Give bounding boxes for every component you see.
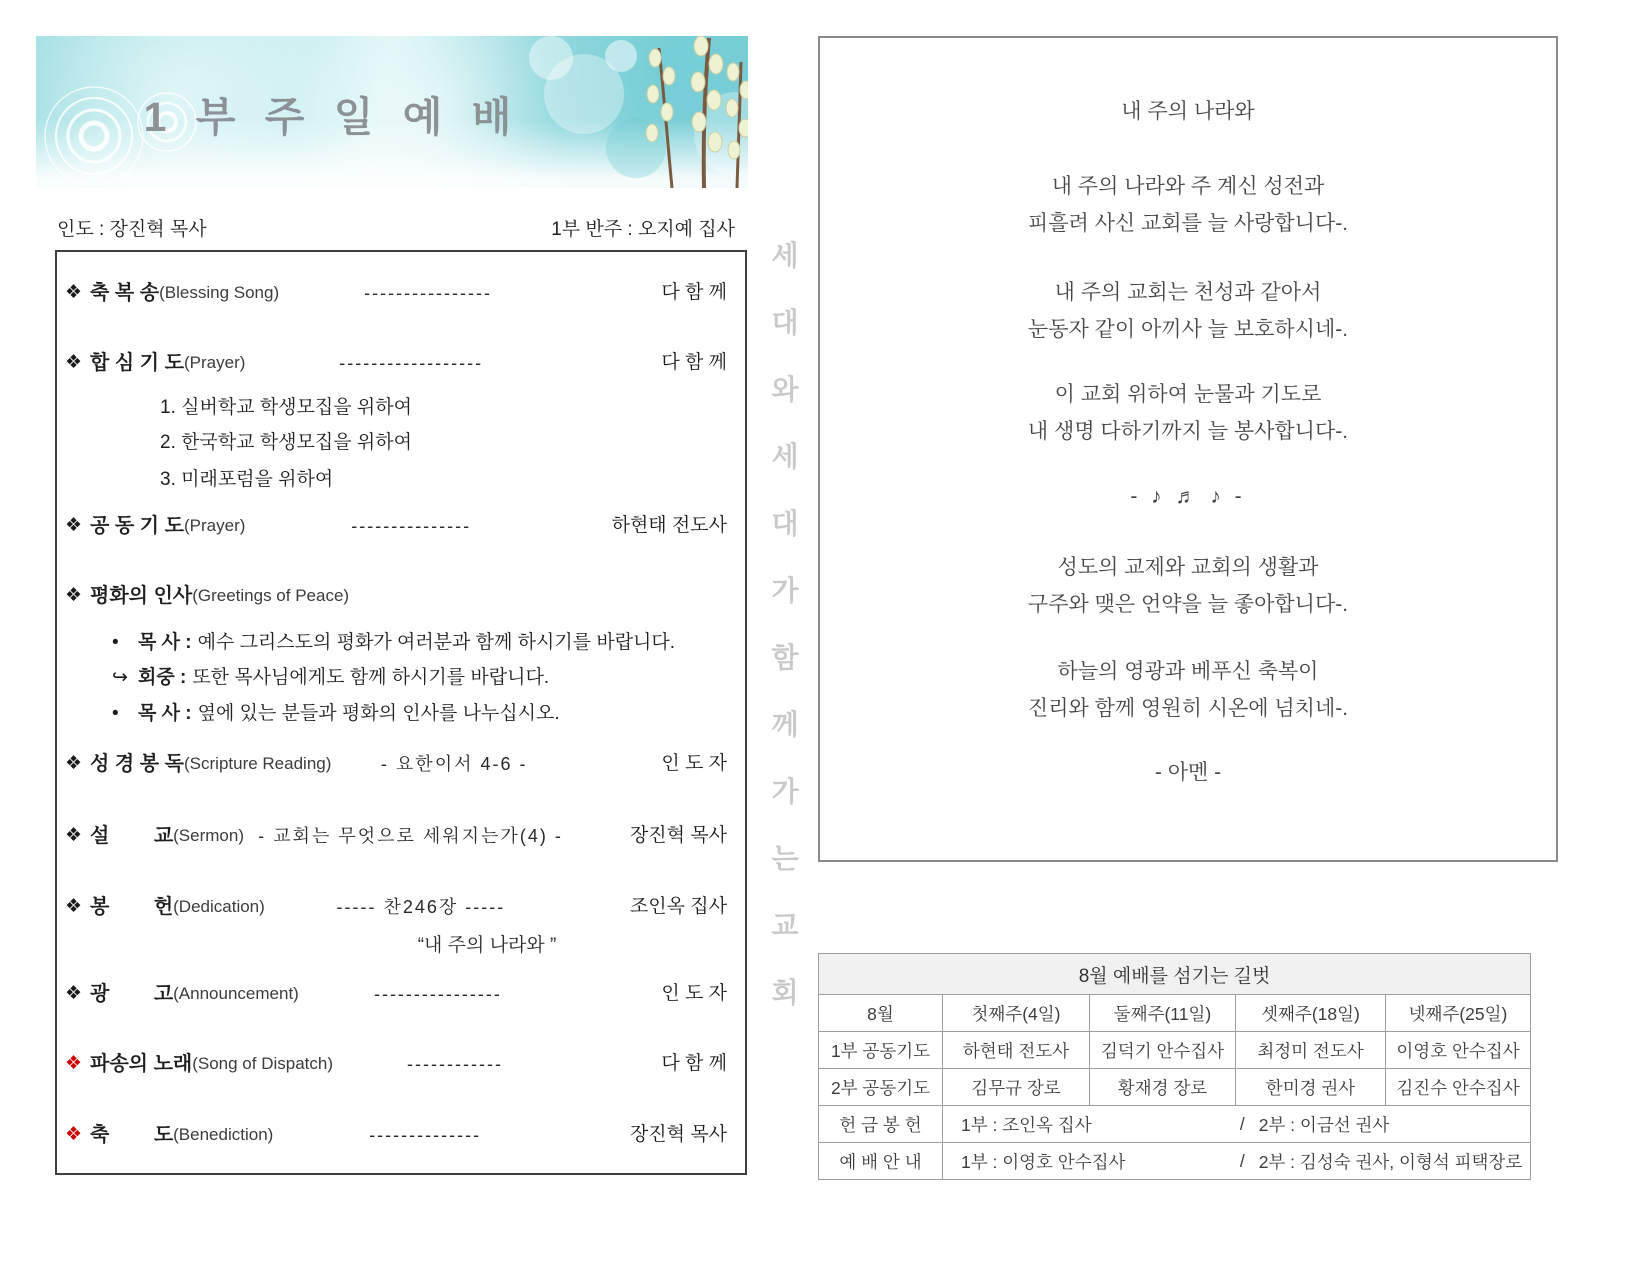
ushers-cell	[943, 1143, 1531, 1180]
table-row	[819, 1032, 1531, 1069]
item-performer: 하현태 전도사	[611, 515, 727, 536]
vertical-motto	[764, 222, 806, 1026]
peace-text: 옆에 있는 분들과 평화의 인사를 나누십시오.	[197, 703, 560, 724]
cell: 이영호 안수집사	[1386, 1032, 1531, 1069]
diamond-bullet-red-icon: ❖	[65, 1124, 83, 1145]
speaker-label: 목 사 :	[138, 703, 192, 724]
peace-line-pastor-1	[112, 630, 725, 656]
item-title-en: (Greetings of Peace)	[192, 586, 350, 605]
item-title-ko: 광 고	[90, 983, 174, 1005]
prayer-topic-1: 1. 실버학교 학생모집을 위하여	[160, 397, 412, 418]
item-performer: 다 함 께	[661, 282, 727, 303]
hymn-stanza-5	[820, 653, 1556, 727]
item-dashes: --------------	[369, 1125, 482, 1145]
motto-char: 함	[771, 642, 799, 673]
order-item-sermon	[65, 822, 737, 850]
hymn-line: 내 주의 나라와 주 계신 성전과	[1051, 175, 1325, 198]
musical-notes-divider: - ♪ ♬ ♪ -	[1130, 485, 1246, 508]
col-header-week1: 첫째주(4일)	[943, 995, 1090, 1032]
order-item-common-prayer	[65, 512, 737, 540]
order-item-benediction	[65, 1121, 737, 1149]
order-item-dedication	[65, 893, 737, 921]
worship-banner	[36, 36, 748, 188]
order-item-united-prayer	[65, 349, 737, 377]
item-performer: 조인옥 집사	[629, 896, 727, 917]
hymn-line: 하늘의 영광과 베푸신 축복이	[1057, 660, 1319, 683]
item-title-ko: 평화의 인사	[90, 585, 193, 607]
hymn-line: 눈동자 같이 아끼사 늘 보호하시네-.	[1027, 318, 1349, 341]
cell: 황재경 장로	[1090, 1069, 1236, 1106]
prayer-topic-2: 2. 한국학교 학생모집을 위하여	[160, 432, 412, 453]
diamond-bullet-icon: ❖	[65, 282, 83, 303]
hymn-stanza-4	[820, 549, 1556, 623]
item-performer: 인 도 자	[661, 753, 727, 774]
item-performer: 장진혁 목사	[629, 825, 727, 846]
speaker-label: 회중 :	[138, 667, 187, 688]
motto-char: 세	[771, 441, 799, 472]
motto-char: 는	[771, 843, 799, 874]
order-item-blessing-song	[65, 279, 737, 307]
item-title-ko: 축 복 송	[90, 282, 160, 304]
table-row-offering	[819, 1106, 1531, 1143]
service-leaders	[57, 214, 735, 241]
hymn-title: 내 주의 나라와	[1121, 100, 1255, 123]
cell: 김진수 안수집사	[1386, 1069, 1531, 1106]
item-dashes: ------------------	[339, 353, 484, 373]
item-title-ko: 축 도	[90, 1124, 174, 1146]
item-performer: 다 함 께	[661, 1053, 727, 1074]
diamond-bullet-icon: ❖	[65, 352, 83, 373]
col-header-month: 8월	[819, 995, 943, 1032]
offering-part2: 2부 : 이금선 권사	[1258, 1114, 1390, 1135]
separator: /	[1239, 1113, 1245, 1134]
ushers-part1: 1부 : 이영호 안수집사	[961, 1151, 1126, 1172]
peace-text: 또한 목사님에게도 함께 하시기를 바랍니다.	[192, 667, 550, 688]
item-title-ko: 파송의 노래	[90, 1053, 193, 1075]
hymn-line: 피흘려 사신 교회를 늘 사랑합니다-.	[1027, 212, 1349, 235]
page-title: 1 부 주 일 예 배	[143, 94, 521, 140]
dedication-song-title: “내 주의 나라와 ”	[417, 935, 557, 956]
hymn-line: 내 주의 교회는 천성과 같아서	[1054, 281, 1322, 304]
motto-char: 와	[771, 374, 799, 405]
hymn-line: 구주와 맺은 언약을 늘 좋아합니다-.	[1027, 593, 1349, 616]
peace-line-pastor-2	[112, 701, 725, 727]
item-performer: 장진혁 목사	[629, 1124, 727, 1145]
row-label: 헌 금 봉 헌	[819, 1106, 943, 1143]
item-title-en: (Sermon)	[173, 826, 244, 845]
order-item-announcement	[65, 980, 737, 1008]
scripture-passage: - 요한이서 4-6 -	[380, 754, 528, 774]
hymn-lyrics-box	[818, 36, 1558, 862]
row-label: 2부 공동기도	[819, 1069, 943, 1106]
service-conductor: 인도 : 장진혁 목사	[57, 219, 207, 240]
diamond-bullet-icon: ❖	[65, 753, 83, 774]
col-header-week3: 셋째주(18일)	[1236, 995, 1386, 1032]
item-title-ko: 성 경 봉 독	[90, 753, 184, 775]
hymn-stanza-3	[820, 376, 1556, 450]
diamond-bullet-icon: ❖	[65, 585, 83, 606]
item-dashes: ----------------	[364, 283, 493, 303]
item-dashes: ----------------	[373, 984, 502, 1004]
service-accompanist: 1부 반주 : 오지예 집사	[551, 219, 735, 240]
cell: 김무규 장로	[943, 1069, 1090, 1106]
hymn-line: 내 생명 다하기까지 늘 봉사합니다-.	[1027, 420, 1349, 443]
col-header-week2: 둘째주(11일)	[1090, 995, 1236, 1032]
hymn-line: 성도의 교제와 교회의 생활과	[1057, 556, 1319, 579]
item-title-ko: 설 교	[90, 825, 174, 847]
motto-char: 가	[771, 776, 799, 807]
separator: /	[1239, 1150, 1245, 1171]
motto-char: 대	[771, 307, 799, 338]
cell: 김덕기 안수집사	[1090, 1032, 1236, 1069]
cell: 한미경 권사	[1236, 1069, 1386, 1106]
hymn-line: 진리와 함께 영원히 시온에 넘치네-.	[1027, 697, 1349, 720]
motto-char: 회	[771, 977, 799, 1008]
speaker-label: 목 사 :	[138, 632, 192, 653]
offering-cell	[943, 1106, 1531, 1143]
dot-bullet-icon: •	[112, 703, 119, 724]
cell: 최정미 전도사	[1236, 1032, 1386, 1069]
order-item-song-of-dispatch	[65, 1050, 737, 1078]
hymn-stanza-1	[820, 168, 1556, 242]
item-title-en: (Blessing Song)	[159, 283, 280, 302]
order-item-scripture-reading	[65, 750, 737, 778]
diamond-bullet-icon: ❖	[65, 515, 83, 536]
item-performer: 다 함 께	[661, 352, 727, 373]
item-title-en: (Song of Dispatch)	[192, 1054, 334, 1073]
table-row	[819, 1069, 1531, 1106]
item-performer: 인 도 자	[661, 983, 727, 1004]
hymn-line: 이 교회 위하여 눈물과 기도로	[1054, 383, 1322, 406]
table-row-ushers	[819, 1143, 1531, 1180]
reply-arrow-icon: ↪	[112, 667, 128, 688]
item-title-en: (Announcement)	[173, 984, 299, 1003]
table-header-row	[819, 995, 1531, 1032]
worship-order-box	[55, 250, 747, 1175]
diamond-bullet-icon: ❖	[65, 983, 83, 1004]
item-title-en: (Scripture Reading)	[184, 754, 332, 773]
item-title-en: (Benediction)	[173, 1125, 274, 1144]
peace-text: 예수 그리스도의 평화가 여러분과 함께 하시기를 바랍니다.	[197, 632, 676, 653]
col-header-week4: 넷째주(25일)	[1386, 995, 1531, 1032]
diamond-bullet-icon: ❖	[65, 896, 83, 917]
cell: 하현태 전도사	[943, 1032, 1090, 1069]
item-title-en: (Prayer)	[184, 516, 246, 535]
motto-char: 세	[771, 240, 799, 271]
order-item-greetings-of-peace	[65, 582, 737, 610]
item-title-ko: 공 동 기 도	[90, 515, 184, 537]
item-title-en: (Prayer)	[184, 353, 246, 372]
item-dashes: ------------	[407, 1054, 503, 1074]
sermon-title: - 교회는 무엇으로 세워지는가(4) -	[258, 826, 563, 846]
august-service-schedule-table	[818, 953, 1531, 1180]
dot-bullet-icon: •	[112, 632, 119, 653]
prayer-topic-3: 3. 미래포럼을 위하여	[160, 469, 334, 490]
peace-line-congregation	[112, 665, 725, 691]
item-title-ko: 봉 헌	[90, 896, 174, 918]
motto-char: 교	[771, 910, 799, 941]
offering-part1: 1부 : 조인옥 집사	[961, 1114, 1092, 1135]
motto-char: 께	[771, 709, 799, 740]
item-title-ko: 합 심 기 도	[90, 352, 184, 374]
row-label: 예 배 안 내	[819, 1143, 943, 1180]
item-title-en: (Dedication)	[173, 897, 265, 916]
diamond-bullet-red-icon: ❖	[65, 1053, 83, 1074]
row-label: 1부 공동기도	[819, 1032, 943, 1069]
diamond-bullet-icon: ❖	[65, 825, 83, 846]
hymn-amen: - 아멘 -	[1154, 761, 1222, 784]
schedule-title: 8월 예배를 섬기는 길벗	[819, 954, 1531, 995]
item-dashes: ---------------	[351, 516, 472, 536]
hymn-stanza-2	[820, 274, 1556, 348]
table-title-row	[819, 954, 1531, 995]
ushers-part2: 2부 : 김성숙 권사, 이형석 피택장로	[1258, 1151, 1523, 1172]
motto-char: 가	[771, 575, 799, 606]
motto-char: 대	[771, 508, 799, 539]
dedication-hymn-number: ----- 찬246장 -----	[336, 897, 506, 917]
